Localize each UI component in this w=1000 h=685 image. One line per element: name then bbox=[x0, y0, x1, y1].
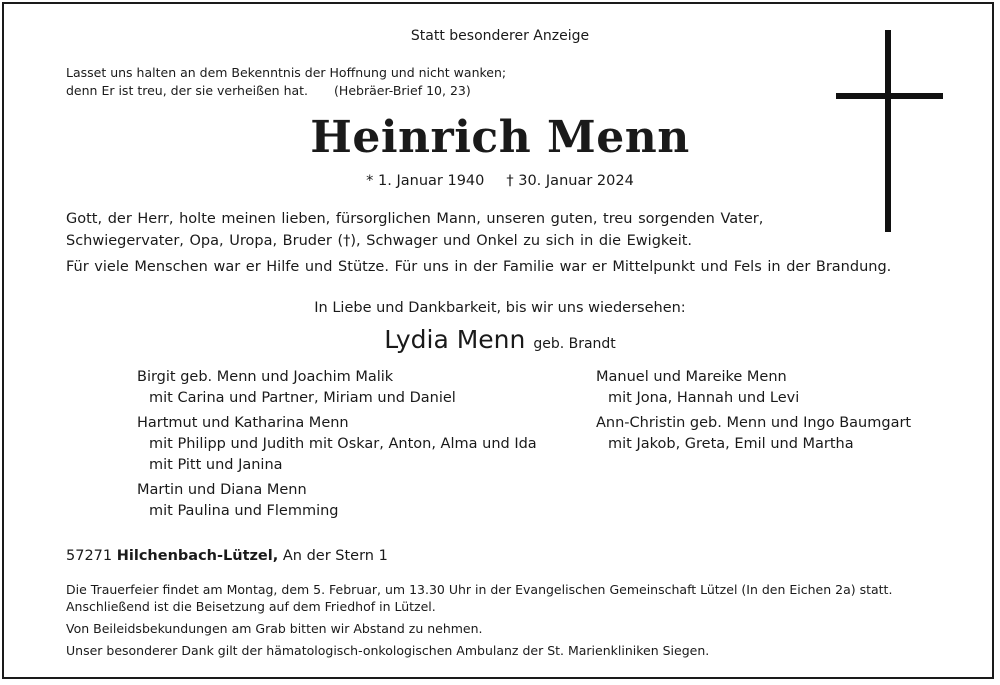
widow bbox=[0, 325, 1000, 354]
family-sub: mit Jakob, Greta, Emil und Martha bbox=[608, 436, 854, 452]
header-title: Statt besonderer Anzeige bbox=[410, 28, 590, 44]
family-sub: mit Philipp und Judith mit Oskar, Anton, Alma und Ida bbox=[149, 436, 537, 452]
family-main: Ann-Christin geb. Menn und Ingo Baumgart bbox=[596, 415, 912, 431]
family-sub: mit Paulina und Flemming bbox=[149, 503, 339, 519]
bible-verse-line2 bbox=[66, 81, 471, 100]
family-entry bbox=[137, 367, 537, 409]
family-entry bbox=[137, 480, 537, 522]
bible-verse-text: denn Er ist treu, der sie verheißen hat. bbox=[66, 83, 309, 98]
family-main: Hartmut und Katharina Menn bbox=[137, 415, 349, 431]
funeral-notice-line1: Die Trauerfeier findet am Montag, dem 5. Februar, um 13.30 Uhr in der Evangelischen Gemeinschaft Lützel (In den Eichen 2a) statt. bbox=[66, 582, 893, 597]
family-sub: mit Carina und Partner, Miriam und Daniel bbox=[149, 390, 456, 406]
death-date: † 30. Januar 2024 bbox=[506, 173, 634, 189]
widow-name: Lydia Menn bbox=[384, 325, 526, 354]
family-left-column bbox=[137, 367, 537, 522]
family-entry bbox=[596, 413, 911, 455]
thanks-notice: Unser besonderer Dank gilt der hämatologisch-onkologischen Ambulanz der St. Marienkliniken Siegen. bbox=[66, 643, 710, 658]
bible-verse-line1: Lasset uns halten an dem Bekenntnis der Hoffnung und nicht wanken; bbox=[66, 65, 507, 80]
address-street: An der Stern 1 bbox=[282, 548, 388, 564]
family-sub: mit Pitt und Janina bbox=[149, 457, 283, 473]
family-sub: mit Jona, Hannah und Levi bbox=[608, 390, 800, 406]
birth-date: * 1. Januar 1940 bbox=[366, 173, 485, 189]
address-zip: 57271 bbox=[66, 548, 113, 564]
family-entry bbox=[596, 367, 911, 409]
family-main: Martin und Diana Menn bbox=[137, 482, 307, 498]
family-address bbox=[66, 548, 388, 564]
address-town: Hilchenbach-Lützel, bbox=[116, 548, 279, 564]
announcement-line3: Für viele Menschen war er Hilfe und Stütze. Für uns in der Familie war er Mittelpunkt und Fels in der Brandung. bbox=[66, 259, 892, 275]
life-dates bbox=[0, 173, 1000, 189]
announcement-line1: Gott, der Herr, holte meinen lieben, fürsorglichen Mann, unseren guten, treu sorgenden Vater, bbox=[66, 211, 764, 227]
cross-icon-bar bbox=[836, 93, 943, 99]
bible-verse-reference: (Hebräer-Brief 10, 23) bbox=[334, 83, 471, 98]
family-main: Manuel und Mareike Menn bbox=[596, 369, 787, 385]
condolence-notice: Von Beileidsbekundungen am Grab bitten wir Abstand zu nehmen. bbox=[66, 621, 483, 636]
funeral-notice-line2: Anschließend ist die Beisetzung auf dem Friedhof in Lützel. bbox=[66, 599, 436, 614]
widow-maiden-name: geb. Brandt bbox=[533, 336, 616, 352]
announcement-line2: Schwiegervater, Opa, Uropa, Bruder (†), Schwager und Onkel zu sich in die Ewigkeit. bbox=[66, 233, 693, 249]
deceased-name: Heinrich Menn bbox=[310, 112, 690, 163]
family-main: Birgit geb. Menn und Joachim Malik bbox=[137, 369, 394, 385]
family-right-column bbox=[596, 367, 911, 455]
farewell-line: In Liebe und Dankbarkeit, bis wir uns wiedersehen: bbox=[314, 300, 686, 316]
family-entry bbox=[137, 413, 537, 476]
